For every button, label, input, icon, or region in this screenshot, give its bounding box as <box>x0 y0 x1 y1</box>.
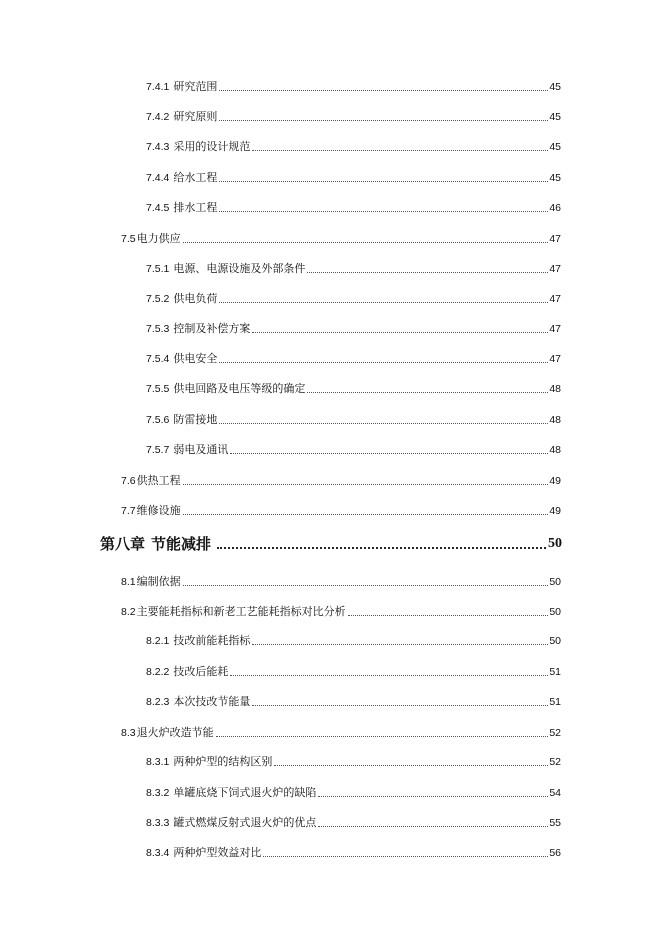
toc-entry-label <box>146 262 305 276</box>
toc-entry-page: 50 <box>549 576 561 588</box>
toc-entry[interactable] <box>146 292 561 306</box>
toc-entry-page: 55 <box>549 817 561 829</box>
toc-entry-page: 51 <box>549 666 561 678</box>
toc-entry-label <box>121 504 181 518</box>
toc-entry[interactable] <box>146 80 561 94</box>
dot-leader <box>219 361 548 363</box>
toc-entry[interactable] <box>146 382 561 396</box>
toc-entry-title: 弱电及通讯 <box>173 443 229 456</box>
dot-leader <box>217 545 546 549</box>
toc-entry[interactable] <box>146 322 561 336</box>
toc-entry-label <box>146 413 217 427</box>
toc-entry-label <box>146 322 250 336</box>
toc-entry-number: 8.1 <box>121 576 136 588</box>
toc-entry-page: 49 <box>549 475 561 487</box>
chapter-title: 节能减排 <box>151 535 212 553</box>
toc-entry-label <box>146 140 250 154</box>
toc-entry-label <box>146 352 217 366</box>
toc-entry-number: 8.2 <box>121 606 136 618</box>
toc-entry-number: 7.5.2 <box>146 293 170 305</box>
toc-entry-title: 维修设施 <box>136 504 181 517</box>
toc-entry-page: 52 <box>549 727 561 739</box>
toc-entry-title: 主要能耗指标和新老工艺能耗指标对比分析 <box>136 605 346 618</box>
dot-leader <box>183 513 549 515</box>
toc-entry-number: 7.5.7 <box>146 444 170 456</box>
toc-entry-label <box>121 605 346 619</box>
dot-leader <box>219 422 548 424</box>
toc-entry-title: 技改前能耗指标 <box>173 634 251 647</box>
toc-entry-label <box>121 726 214 740</box>
toc-entry[interactable] <box>146 443 561 457</box>
toc-entry-page: 45 <box>549 111 561 123</box>
toc-entry-label <box>146 816 316 830</box>
toc-entry-number: 8.2.1 <box>146 635 170 647</box>
dot-leader <box>252 704 548 706</box>
dot-leader <box>219 301 548 303</box>
toc-entry-number: 8.3.3 <box>146 817 170 829</box>
toc-entry[interactable] <box>146 634 561 648</box>
toc-entry-number: 7.5.5 <box>146 383 170 395</box>
toc-entry-title: 技改后能耗 <box>173 665 229 678</box>
toc-entry-label <box>146 695 250 709</box>
toc-entry-number: 7.5.3 <box>146 323 170 335</box>
toc-entry-label <box>146 786 316 800</box>
toc-entry[interactable] <box>146 786 561 800</box>
toc-entry[interactable] <box>146 695 561 709</box>
chapter-number: 第八章 <box>100 535 146 553</box>
dot-leader <box>307 391 548 393</box>
toc-entry-number: 7.6 <box>121 475 136 487</box>
toc-entry[interactable] <box>146 110 561 124</box>
toc-entry-label <box>146 292 217 306</box>
toc-entry-page: 45 <box>549 81 561 93</box>
toc-entry-number: 7.4.5 <box>146 202 170 214</box>
toc-entry-title: 退火炉改造节能 <box>136 726 214 739</box>
toc-entry-title: 供电安全 <box>173 352 218 365</box>
toc-entry-title: 采用的设计规范 <box>173 140 251 153</box>
dot-leader <box>318 795 548 797</box>
dot-leader <box>230 452 548 454</box>
toc-entry-label <box>146 80 217 94</box>
toc-entry-number: 7.5 <box>121 233 136 245</box>
toc-entry-title: 研究原则 <box>173 110 218 123</box>
toc-entry-title: 本次技改节能量 <box>173 695 251 708</box>
toc-entry[interactable] <box>146 262 561 276</box>
toc-entry-page: 47 <box>549 353 561 365</box>
toc-entry-label <box>146 634 250 648</box>
toc-entry-title: 供电回路及电压等级的确定 <box>173 382 306 395</box>
toc-entry[interactable] <box>146 755 561 769</box>
toc-entry-page: 56 <box>549 847 561 859</box>
toc-entry[interactable] <box>146 846 561 860</box>
dot-leader <box>318 825 548 827</box>
toc-entry-page: 47 <box>549 323 561 335</box>
toc-entry-label <box>146 846 261 860</box>
toc-entry-title: 给水工程 <box>173 171 218 184</box>
toc-entry-title: 研究范围 <box>173 80 218 93</box>
toc-entry[interactable] <box>121 474 561 488</box>
toc-entry[interactable] <box>146 171 561 185</box>
toc-entry-label <box>121 575 181 589</box>
toc-entry-number: 8.3.2 <box>146 787 170 799</box>
toc-entry-page: 49 <box>549 505 561 517</box>
toc-entry-label <box>146 755 272 769</box>
toc-entry-page: 45 <box>549 141 561 153</box>
toc-entry-page: 47 <box>549 263 561 275</box>
toc-entry-page: 48 <box>549 444 561 456</box>
toc-entry[interactable] <box>146 352 561 366</box>
toc-entry-label <box>100 535 211 553</box>
dot-leader <box>348 614 549 616</box>
toc-entry-page: 47 <box>549 233 561 245</box>
toc-entry-page: 45 <box>549 172 561 184</box>
toc-entry-label <box>146 382 305 396</box>
dot-leader <box>183 483 549 485</box>
toc-entry-label <box>121 232 181 246</box>
toc-entry-number: 8.3.4 <box>146 847 170 859</box>
toc-entry-number: 8.3.1 <box>146 756 170 768</box>
toc-entry-number: 7.5.1 <box>146 263 170 275</box>
toc-entry[interactable] <box>146 201 561 215</box>
toc-entry-title: 供热工程 <box>136 474 181 487</box>
toc-entry-label <box>146 110 217 124</box>
toc-entry-label <box>121 474 181 488</box>
toc-entry-number: 7.7 <box>121 505 136 517</box>
toc-entry-number: 8.3 <box>121 727 136 739</box>
toc-entry-title: 单罐底烧下饲式退火炉的缺陷 <box>173 786 317 799</box>
dot-leader <box>219 210 548 212</box>
toc-entry-page: 50 <box>549 635 561 647</box>
toc-entry-number: 8.2.3 <box>146 696 170 708</box>
toc-entry-title: 防雷接地 <box>173 413 218 426</box>
toc-entry[interactable] <box>121 504 561 518</box>
toc-entry-number: 7.4.1 <box>146 81 170 93</box>
toc-entry[interactable] <box>146 413 561 427</box>
toc-entry-page: 50 <box>549 606 561 618</box>
dot-leader <box>216 735 549 737</box>
toc-entry-label <box>146 665 228 679</box>
toc-entry-number: 7.4.4 <box>146 172 170 184</box>
toc-entry[interactable] <box>146 665 561 679</box>
toc-entry-title: 电力供应 <box>136 232 181 245</box>
dot-leader <box>183 584 549 586</box>
toc-entry-number: 7.4.2 <box>146 111 170 123</box>
toc-entry-number: 8.2.2 <box>146 666 170 678</box>
toc-entry[interactable] <box>146 816 561 830</box>
dot-leader <box>307 271 548 273</box>
toc-entry-title: 两种炉型的结构区别 <box>173 755 273 768</box>
toc-entry-page: 54 <box>549 787 561 799</box>
toc-entry-page: 46 <box>549 202 561 214</box>
dot-leader <box>252 331 548 333</box>
dot-leader <box>219 119 548 121</box>
toc-entry-title: 排水工程 <box>173 201 218 214</box>
toc-entry-title: 编制依据 <box>136 575 181 588</box>
dot-leader <box>252 643 548 645</box>
toc-entry[interactable] <box>146 140 561 154</box>
toc-entry-number: 7.4.3 <box>146 141 170 153</box>
toc-entry[interactable] <box>121 726 561 740</box>
toc-entry-title: 两种炉型效益对比 <box>173 846 262 859</box>
toc-entry[interactable] <box>121 575 561 589</box>
toc-entry-page: 48 <box>549 414 561 426</box>
toc-entry-number: 7.5.6 <box>146 414 170 426</box>
toc-chapter-entry[interactable] <box>100 535 562 553</box>
dot-leader <box>219 89 548 91</box>
dot-leader <box>274 764 548 766</box>
toc-entry-title: 控制及补偿方案 <box>173 322 251 335</box>
dot-leader <box>183 241 549 243</box>
toc-entry-page: 52 <box>549 756 561 768</box>
toc-entry-number: 7.5.4 <box>146 353 170 365</box>
toc-entry[interactable] <box>121 232 561 246</box>
toc-entry-page: 48 <box>549 383 561 395</box>
toc-entry-title: 供电负荷 <box>173 292 218 305</box>
toc-entry-page: 51 <box>549 696 561 708</box>
toc-entry-title: 电源、电源设施及外部条件 <box>173 262 306 275</box>
toc-entry-label <box>146 443 228 457</box>
dot-leader <box>263 855 548 857</box>
toc-entry[interactable] <box>121 605 561 619</box>
toc-entry-label <box>146 171 217 185</box>
toc-entry-label <box>146 201 217 215</box>
toc-entry-page: 50 <box>548 536 562 551</box>
dot-leader <box>252 149 548 151</box>
dot-leader <box>230 674 548 676</box>
dot-leader <box>219 180 548 182</box>
toc-entry-page: 47 <box>549 293 561 305</box>
toc-entry-title: 罐式燃煤反射式退火炉的优点 <box>173 816 317 829</box>
